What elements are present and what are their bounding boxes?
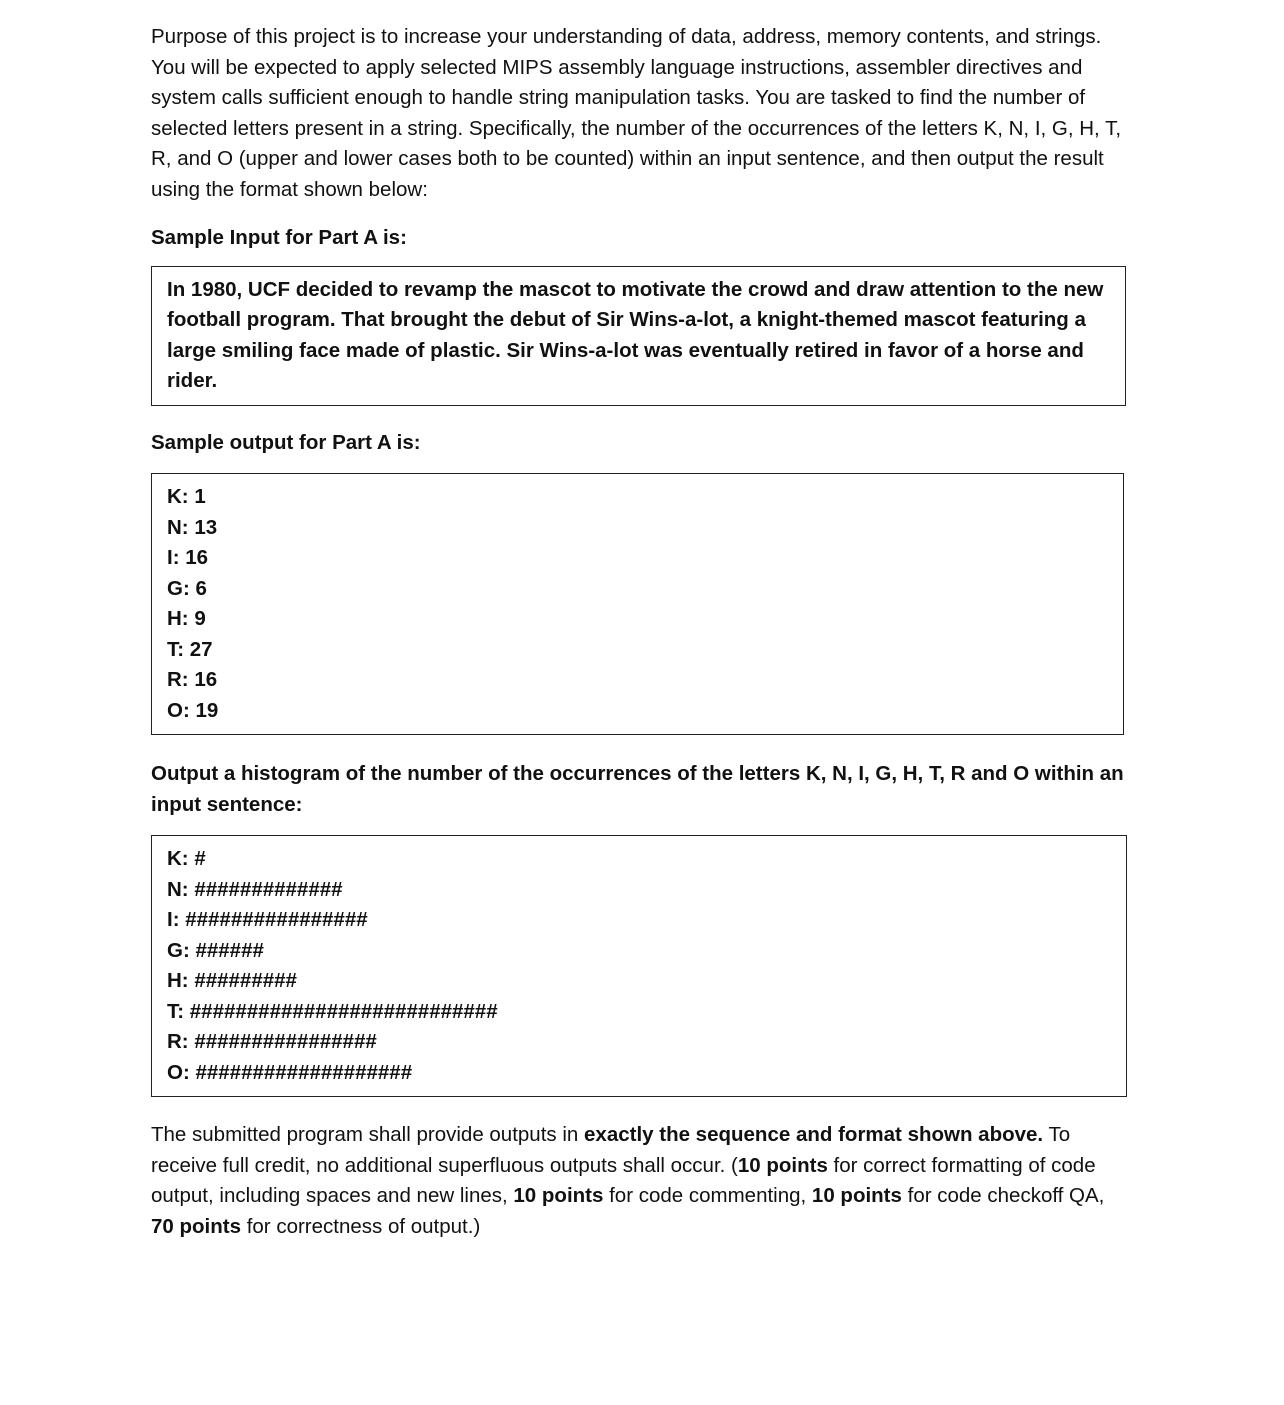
sample-output-box [151,473,1124,735]
output-line-o: O: 19 [167,698,219,722]
closing-text-1: The submitted program shall provide outputs in [151,1123,585,1146]
histogram-line-o: O: ################### [167,1060,413,1084]
histogram-line-k: K: # [167,847,206,870]
closing-bold-format: exactly the sequence and format shown above. [584,1123,1044,1146]
sample-output-heading: Sample output for Part A is: [151,430,421,454]
histogram-box [151,835,1127,1097]
output-line-r: R: 16 [167,668,218,691]
histogram-heading: Output a histogram of the number of the occurrences of the letters K, N, I, G, H, T, R and O within an input sentence: [151,762,1124,816]
histogram-line-i: I: ################ [167,908,368,931]
histogram-line-r: R: ################ [167,1030,377,1053]
sample-input-heading: Sample Input for Part A is: [151,226,407,249]
sample-input-text: In 1980, UCF decided to revamp the mascot to motivate the crowd and draw attention to the new football program. That brought the debut of Sir Wins-a-lot, a knight-themed mascot featuring a large smiling face made of plastic. Sir Wins-a-lot was eventually retired in favor of a horse and rider. [167,277,1104,392]
closing-paragraph [151,1120,1131,1242]
closing-text-5: for code checkoff QA, [901,1184,1105,1207]
output-line-g: G: 6 [167,576,207,600]
output-line-i: I: 16 [167,546,209,569]
closing-bold-points-formatting: 10 points [737,1153,828,1177]
output-line-k: K: 1 [167,485,206,508]
closing-text-3: for correct formatting of code output, including spaces and new lines, [151,1153,1096,1207]
closing-text-2: To receive full credit, no additional superfluous outputs shall occur. ( [151,1123,1071,1177]
document-page [151,20,1131,1242]
sample-input-box [151,266,1126,406]
histogram-line-h: H: ######### [167,969,297,992]
closing-text-4: for code commenting, [603,1184,812,1207]
closing-bold-points-correctness: 70 points [151,1214,241,1238]
output-line-h: H: 9 [167,607,206,630]
closing-bold-points-qa: 10 points [811,1184,902,1207]
histogram-line-n: N: ############# [167,877,343,901]
output-line-t: T: 27 [167,637,213,661]
histogram-line-t: T: ########################### [167,999,498,1023]
output-line-n: N: 13 [167,515,218,539]
intro-paragraph: Purpose of this project is to increase your understanding of data, address, memory contents, and strings. You will be expected to apply selected MIPS assembly language instructions, assembler directives and system calls sufficient enough to handle string manipulation tasks. You are tasked to find the number of selected letters present in a string. Specifically, the number of the occurrences of the letters K, N, I, G, H, T, R, and O (upper and lower cases both to be counted) within an input sentence, and then output the result using the format shown below: [151,25,1122,201]
histogram-line-g: G: ###### [167,938,264,962]
closing-bold-points-commenting: 10 points [513,1184,604,1207]
closing-text-6: for correctness of output.) [241,1214,481,1238]
